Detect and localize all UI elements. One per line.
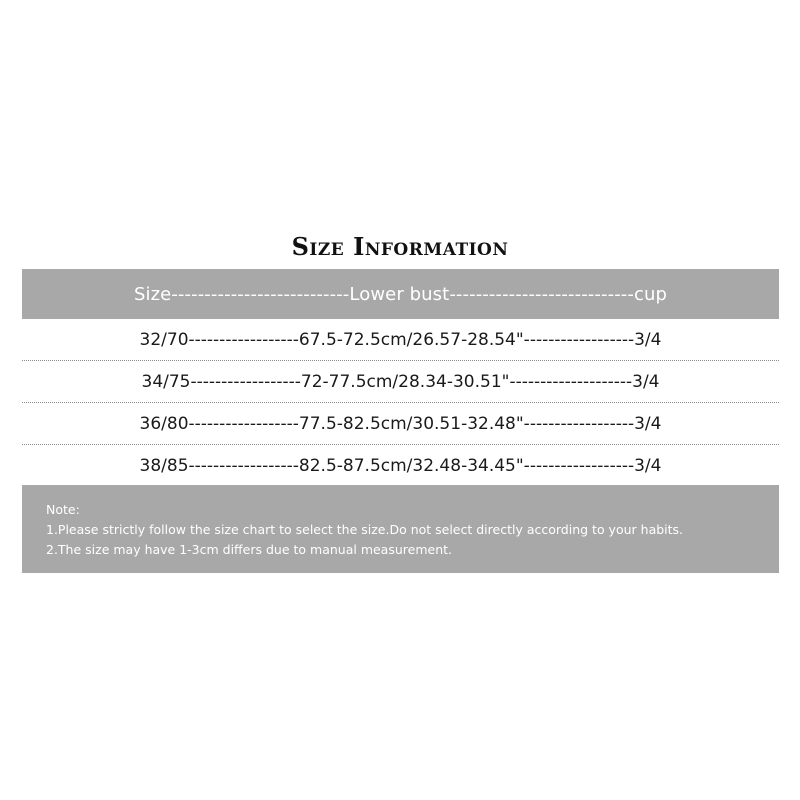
- note-line-2: 2.The size may have 1-3cm differs due to manual measurement.: [46, 542, 452, 557]
- size-table: [22, 269, 779, 486]
- table-row: 34/75------------------72-77.5cm/28.34-30.51"--------------------3/4: [22, 361, 779, 403]
- table-row: 36/80------------------77.5-82.5cm/30.51-32.48"------------------3/4: [22, 403, 779, 445]
- note-box: [22, 485, 779, 573]
- note-heading: Note:: [46, 502, 80, 517]
- table-header: Size---------------------------Lower bust----------------------------cup: [22, 269, 779, 319]
- table-row: 38/85------------------82.5-87.5cm/32.48-34.45"------------------3/4: [139, 455, 662, 476]
- note-line-1: 1.Please strictly follow the size chart to select the size.Do not select directly according to your habits.: [46, 522, 684, 537]
- table-row: 32/70------------------67.5-72.5cm/26.57-28.54"------------------3/4: [22, 319, 779, 361]
- page-title: Size Information: [291, 232, 509, 261]
